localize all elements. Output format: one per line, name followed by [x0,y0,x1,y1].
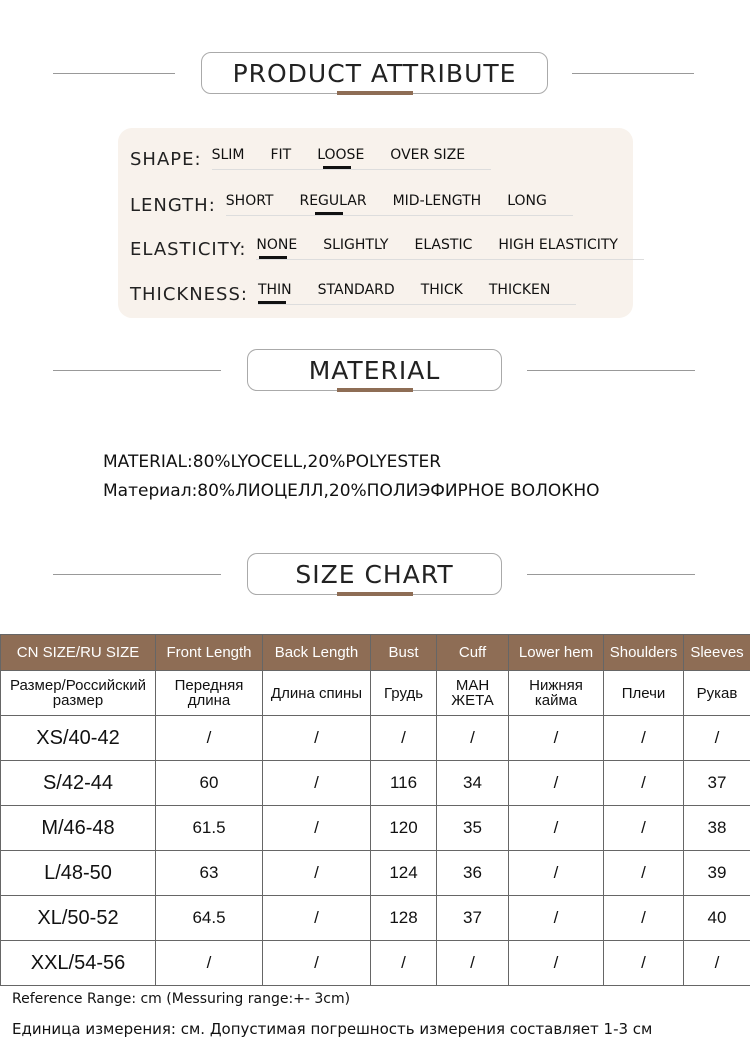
table-cell: XS/40-42 [1,716,156,761]
attribute-row [130,186,573,216]
ru-column-header: Размер/Российский размер [1,671,156,716]
attribute-option-selected: LOOSE [317,147,365,163]
table-row [1,716,750,761]
table-cell: / [263,941,371,986]
table-cell: / [509,716,604,761]
table-cell: / [263,716,371,761]
table-cell: 40 [684,896,750,941]
attribute-label: THICKNESS: [130,284,248,305]
table-cell: / [684,941,750,986]
table-cell: / [604,761,684,806]
table-cell: 39 [684,851,750,896]
table-cell: / [604,716,684,761]
section-title-text: MATERIAL [308,355,441,385]
table-row [1,896,750,941]
column-header: Shoulders [604,635,684,671]
attribute-option-selected: REGULAR [299,193,367,209]
table-cell: 37 [437,896,509,941]
column-header: Back Length [263,635,371,671]
material-value: 80%LYOCELL,20%POLYESTER [192,452,442,472]
attribute-option: HIGH ELASTICITY [498,237,618,253]
reference-note-ru: Единица измерения: см. Допустимая погрешность измерения составляет 1-3 см [12,1020,653,1038]
attribute-row [130,275,576,305]
attribute-option-selected: THIN [257,282,292,298]
divider [53,574,221,575]
column-header: Bust [371,635,437,671]
table-cell: 34 [437,761,509,806]
ru-column-header: Грудь [371,671,437,716]
ru-column-header: Передняя длина [156,671,263,716]
section-title-attribute [201,52,548,94]
attribute-options [256,237,644,260]
attribute-label: ELASTICITY: [130,239,247,260]
attribute-options [226,193,573,216]
table-cell: 36 [437,851,509,896]
table-cell: L/48-50 [1,851,156,896]
attribute-option: ELASTIC [414,237,473,253]
table-cell: / [263,806,371,851]
table-cell: 64.5 [156,896,263,941]
attribute-option: THICK [420,282,463,298]
column-header: Front Length [156,635,263,671]
table-cell: 124 [371,851,437,896]
attribute-label: SHAPE: [130,149,202,170]
attribute-options [212,147,492,170]
table-cell: 116 [371,761,437,806]
attribute-option: LONG [507,193,547,209]
table-cell: / [156,716,263,761]
ru-column-header: Рукав [684,671,750,716]
table-cell: 37 [684,761,750,806]
section-title-size-chart [247,553,502,595]
attribute-option: MID-LENGTH [392,193,482,209]
table-cell: / [371,716,437,761]
table-cell: / [509,851,604,896]
section-title-text: PRODUCT ATTRIBUTE [232,58,517,88]
table-cell: 63 [156,851,263,896]
column-header: CN SIZE/RU SIZE [1,635,156,671]
table-cell: S/42-44 [1,761,156,806]
section-title-text: SIZE CHART [295,559,454,589]
table-cell: 61.5 [156,806,263,851]
attribute-option: OVER SIZE [390,147,466,163]
table-cell: / [509,896,604,941]
table-row [1,941,750,986]
table-row [1,806,750,851]
table-cell: / [437,716,509,761]
divider [53,73,175,74]
table-cell: / [263,761,371,806]
attribute-option: THICKEN [488,282,551,298]
table-cell: / [371,941,437,986]
attribute-option: SLIGHTLY [323,237,389,253]
table-cell: / [509,761,604,806]
attribute-option: STANDARD [317,282,395,298]
attribute-options [258,282,576,305]
section-title-material [247,349,502,391]
table-cell: / [604,851,684,896]
size-chart-table [0,634,750,986]
ru-header-row [1,671,750,716]
attribute-panel [118,128,633,318]
ru-column-header: Нижняя кайма [509,671,604,716]
attribute-label: LENGTH: [130,195,216,216]
table-cell: / [437,941,509,986]
table-cell: 128 [371,896,437,941]
table-cell: / [156,941,263,986]
attribute-option: FIT [270,147,292,163]
table-cell: 60 [156,761,263,806]
divider [527,574,695,575]
attribute-option: SHORT [225,193,274,209]
column-header: Sleeves [684,635,750,671]
ru-column-header: Плечи [604,671,684,716]
attribute-option-selected: NONE [256,237,298,253]
divider [527,370,695,371]
table-cell: M/46-48 [1,806,156,851]
table-cell: / [604,896,684,941]
table-row [1,761,750,806]
attribute-option: SLIM [211,147,245,163]
material-label: MATERIAL: [103,452,193,472]
table-cell: / [604,806,684,851]
material-label: Материал: [103,481,198,501]
column-header: Lower hem [509,635,604,671]
table-cell: / [263,896,371,941]
table-cell: XL/50-52 [1,896,156,941]
table-cell: 120 [371,806,437,851]
divider [572,73,694,74]
material-ru [103,481,600,501]
table-cell: / [509,806,604,851]
material-en [103,452,441,472]
reference-note-en: Reference Range: cm (Messuring range:+- 3cm) [12,991,351,1007]
table-cell: / [604,941,684,986]
column-header: Cuff [437,635,509,671]
table-cell: / [263,851,371,896]
table-cell: 35 [437,806,509,851]
table-cell: / [509,941,604,986]
divider [53,370,221,371]
attribute-row [130,140,491,170]
ru-column-header: МАН ЖЕТА [437,671,509,716]
table-cell: XXL/54-56 [1,941,156,986]
ru-column-header: Длина спины [263,671,371,716]
table-row [1,851,750,896]
attribute-row [130,230,644,260]
table-cell: / [684,716,750,761]
material-value: 80%ЛИОЦЕЛЛ,20%ПОЛИЭФИРНОЕ ВОЛОКНО [197,481,600,501]
table-cell: 38 [684,806,750,851]
